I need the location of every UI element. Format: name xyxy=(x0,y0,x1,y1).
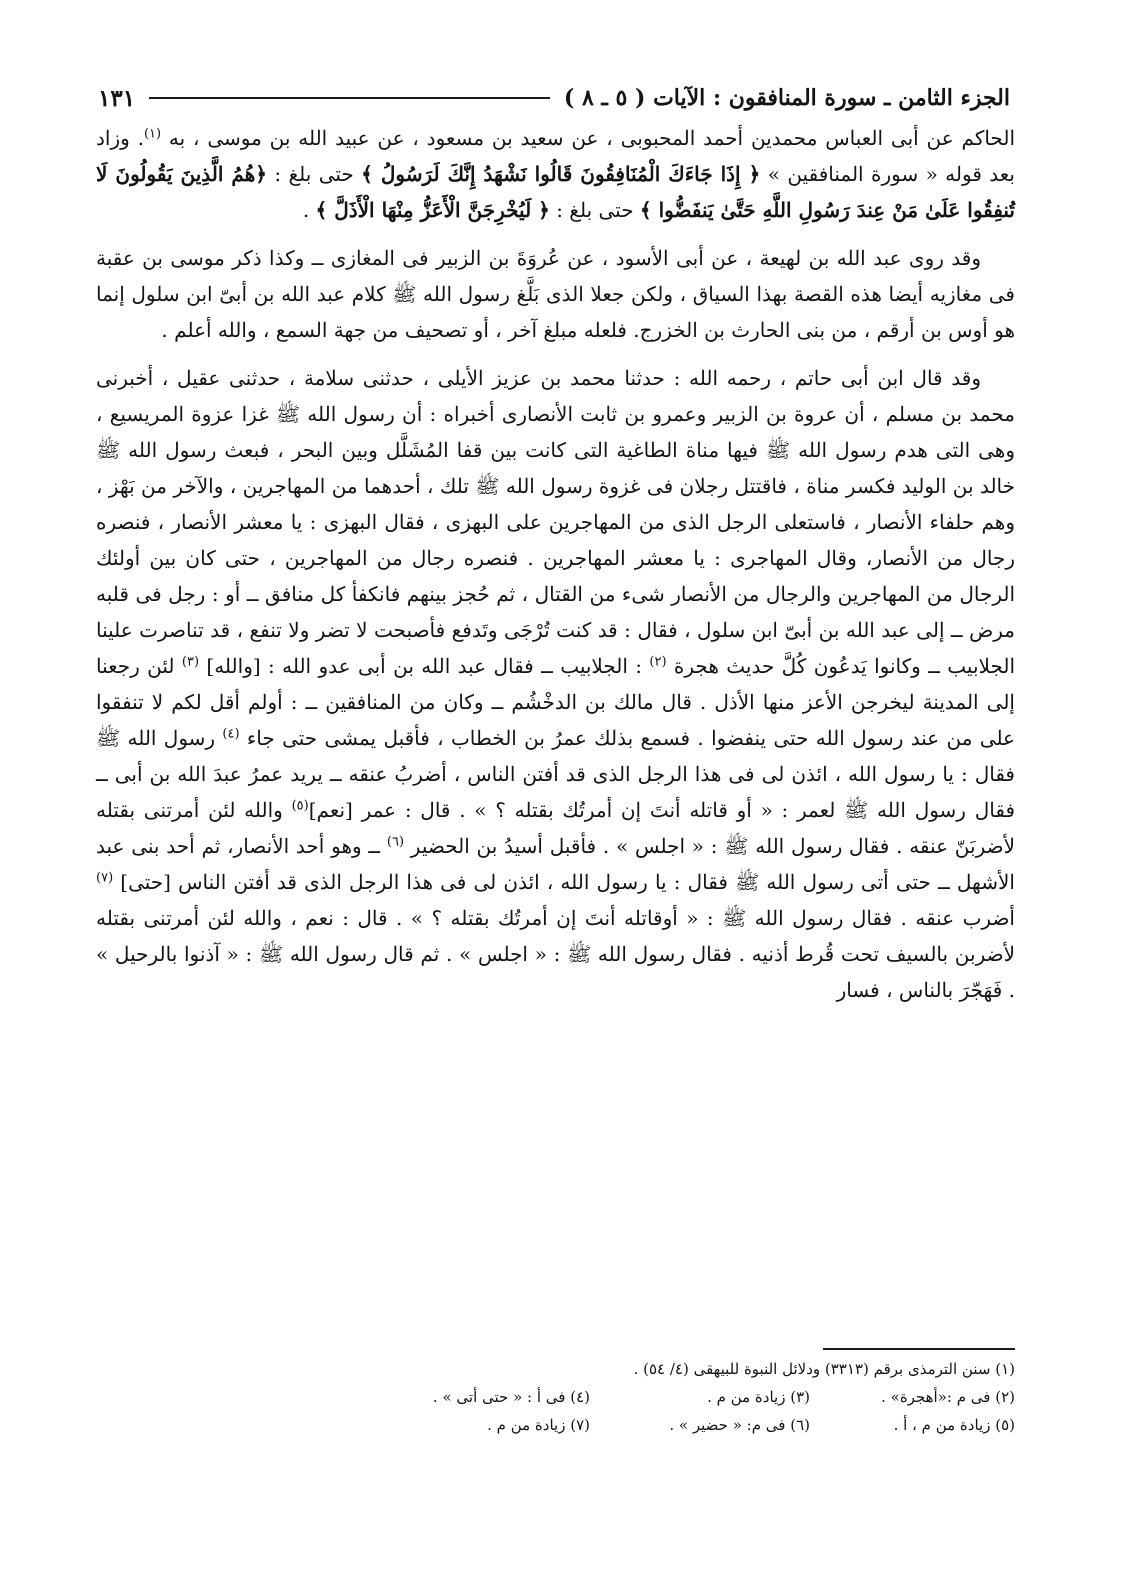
footnote-separator xyxy=(823,1348,1015,1350)
footnote-ref: (٥) xyxy=(291,798,309,814)
footnote-item: (٤) فى أ : « حتى أتى » . xyxy=(432,1388,590,1406)
footnote-item: (٧) زيادة من م . xyxy=(487,1416,590,1434)
header-rule xyxy=(149,97,550,99)
paragraph-p3 xyxy=(96,360,1015,1008)
footnote-item: (١) سنن الترمذى برقم (٣٣١٣) ودلائل النبوة للبيهقى (٤/ ٥٤) . xyxy=(633,1360,1015,1378)
quran-verse: ﴿ إِذَا جَاءَكَ الْمُنَافِقُونَ قَالُوا نَشْهَدُ إِنَّكَ لَرَسُولُ ﴾ xyxy=(361,162,761,186)
text-run: وقد روى عبد الله بن لهيعة ، عن أبى الأسود ، عن عُروَةَ بن الزبير فى المغازى ــ وكذا ذكر موسى بن عقبة فى مغازيه أيضا هذه القصة بهذا السياق ، ولكن جعلا الذى بَلَّغ رسول الله ﷺ كلام عبد الله بن أبىّ ابن سلول إنما هو أوس بن أرقم ، من بنى الحارث بن الخزرج. فلعله مبلغ آخر ، أو تصحيف من جهة السمع ، والله أعلم . xyxy=(96,246,1015,342)
footnote-ref: (٣) xyxy=(181,654,200,670)
text-run: . وزاد بعد قوله « سورة المنافقين » xyxy=(96,126,1015,186)
text-run: : الجلابيب ــ فقال عبد الله بن أبى عدو الله : [والله] xyxy=(199,654,650,678)
footnotes xyxy=(180,1355,1015,1439)
text-run: حتى بلغ : xyxy=(549,198,640,222)
body-text xyxy=(96,120,1015,1008)
text-run: ــ وهو أحد الأنصار، ثم أحد بنى عبد الأشهل ــ حتى أتى رسول الله ﷺ فقال : يا رسول الله ، ائذن لى فى هذا الرجل الذى قد أفتن الناس [حتى] xyxy=(96,834,1015,894)
text-run: أضرب عنقه . فقال رسول الله ﷺ : « أوقاتله أنتَ إن أمرتُك بقتله ؟ » . قال : نعم ، والله لئن أمرتنى بقتله لأضربن بالسيف تحت قُرط أذنيه . فقال رسول الله ﷺ : « اجلس » . ثم قال رسول الله ﷺ : « آذنوا بالرحيل » . فَهَجّرَ بالناس ، فسار xyxy=(96,906,1015,1002)
text-run: رسول الله ﷺ فقال : يا رسول الله ، ائذن لى فى هذا الرجل الذى قد أفتن الناس ، أضربُ عنقه ــ يريد عمرُ عبدَ الله بن أبى ــ فقال رسول الله ﷺ لعمر : « أو قاتله أنتَ إن أمرتُك بقتله ؟ » . قال : عمر [نعم] xyxy=(96,726,1016,822)
footnote-ref: (٦) xyxy=(386,834,405,850)
text-run: الحاكم عن أبى العباس محمدين أحمد المحبوبى ، عن سعيد بن مسعود ، عن عبيد الله بن موسى ، به xyxy=(161,126,1015,150)
text-run: والله لئن أمرتنى بقتله لأضربَنّ عنقه . فقال رسول الله ﷺ : « اجلس » . فأقبل أسيدُ بن الحضير xyxy=(96,798,1015,858)
page-number: ١٣١ xyxy=(98,84,136,112)
footnote-ref: (١) xyxy=(143,126,162,142)
footnote-ref: (٧) xyxy=(96,870,114,886)
footnote-item: (٥) زيادة من م ، أ . xyxy=(893,1416,1015,1434)
paragraph-p1 xyxy=(96,120,1015,228)
running-header xyxy=(98,78,1010,118)
quran-verse: ﴿ لَيُخْرِجَنَّ الْأَعَزُّ مِنْهَا الْأَذَلَّ ﴾ xyxy=(315,198,550,222)
footnote-row xyxy=(180,1383,1015,1411)
footnote-row xyxy=(180,1411,1015,1439)
header-title: الجزء الثامن ـ سورة المنافقون : الآيات ( ٥ ـ ٨ ) xyxy=(563,85,1010,111)
footnote-item: (٢) فى م :«أهجرة» . xyxy=(881,1388,1015,1406)
paragraph-p2 xyxy=(96,240,1015,348)
footnote-ref: (٢) xyxy=(649,654,667,670)
text-run: لئن رجعنا إلى المدينة ليخرجن الأعز منها الأذل . قال مالك بن الدخْشُم ــ وكان من المنافقين ــ : أولم أقل لكم لا تنفقوا على من عند رسول الله حتى ينفضوا . فسمع بذلك عمرُ بن الخطاب ، فأقبل يمشى حتى جاء xyxy=(96,654,1015,750)
text-run: حتى بلغ : xyxy=(267,162,362,186)
footnote-item: (٦) فى م: « حضير » . xyxy=(669,1416,810,1434)
text-run: . xyxy=(302,198,316,222)
footnote-row xyxy=(180,1355,1015,1383)
footnote-ref: (٤) xyxy=(222,726,240,742)
footnote-item: (٣) زيادة من م . xyxy=(707,1388,810,1406)
quran-verse: ﴿هُمُ الَّذِينَ يَقُولُونَ لَا تُنفِقُوا عَلَىٰ مَنْ عِندَ رَسُولِ اللَّهِ حَتَّىٰ يَنفَضُّوا ﴾ xyxy=(96,162,1015,222)
text-run: وقد قال ابن أبى حاتم ، رحمه الله : حدثنا محمد بن عزيز الأيلى ، حدثنى سلامة ، حدثنى عقيل ، أخبرنى محمد بن مسلم ، أن عروة بن الزبير وعمرو بن ثابت الأنصارى أخبراه : أن رسول الله ﷺ غزا عزوة المريسيع ، وهى التى هدم رسول الله ﷺ فيها مناة الطاغية التى كانت بين قفا المُشَلَّل وبين البحر ، فبعث رسول الله ﷺ خالد بن الوليد فكسر مناة ، فاقتتل رجلان فى غزوة رسول الله ﷺ تلك ، أحدهما من المهاجرين ، والآخر من بَهْز ، وهم حلفاء الأنصار ، فاستعلى الرجل الذى من المهاجرين على البهزى ، فقال البهزى : يا معشر الأنصار ، فنصره رجال من الأنصار، وقال المهاجرى : يا معشر المهاجرين . فنصره رجال من المهاجرين ، حتى كان بين أولئك الرجال من المهاجرين والرجال من الأنصار شىء من القتال ، ثم حُجز بينهم فانكفأ كل منافق ــ أو : رجل فى قلبه مرض ــ إلى عبد الله بن أبىّ ابن سلول ، فقال : قد كنت تُرْجَى وتَدفع فأصبحت لا تضر ولا تنفع ، قد تناصرت علينا الجلابيب ــ وكانوا يَدعُون كُلَّ حديث هجرة xyxy=(96,366,1016,678)
